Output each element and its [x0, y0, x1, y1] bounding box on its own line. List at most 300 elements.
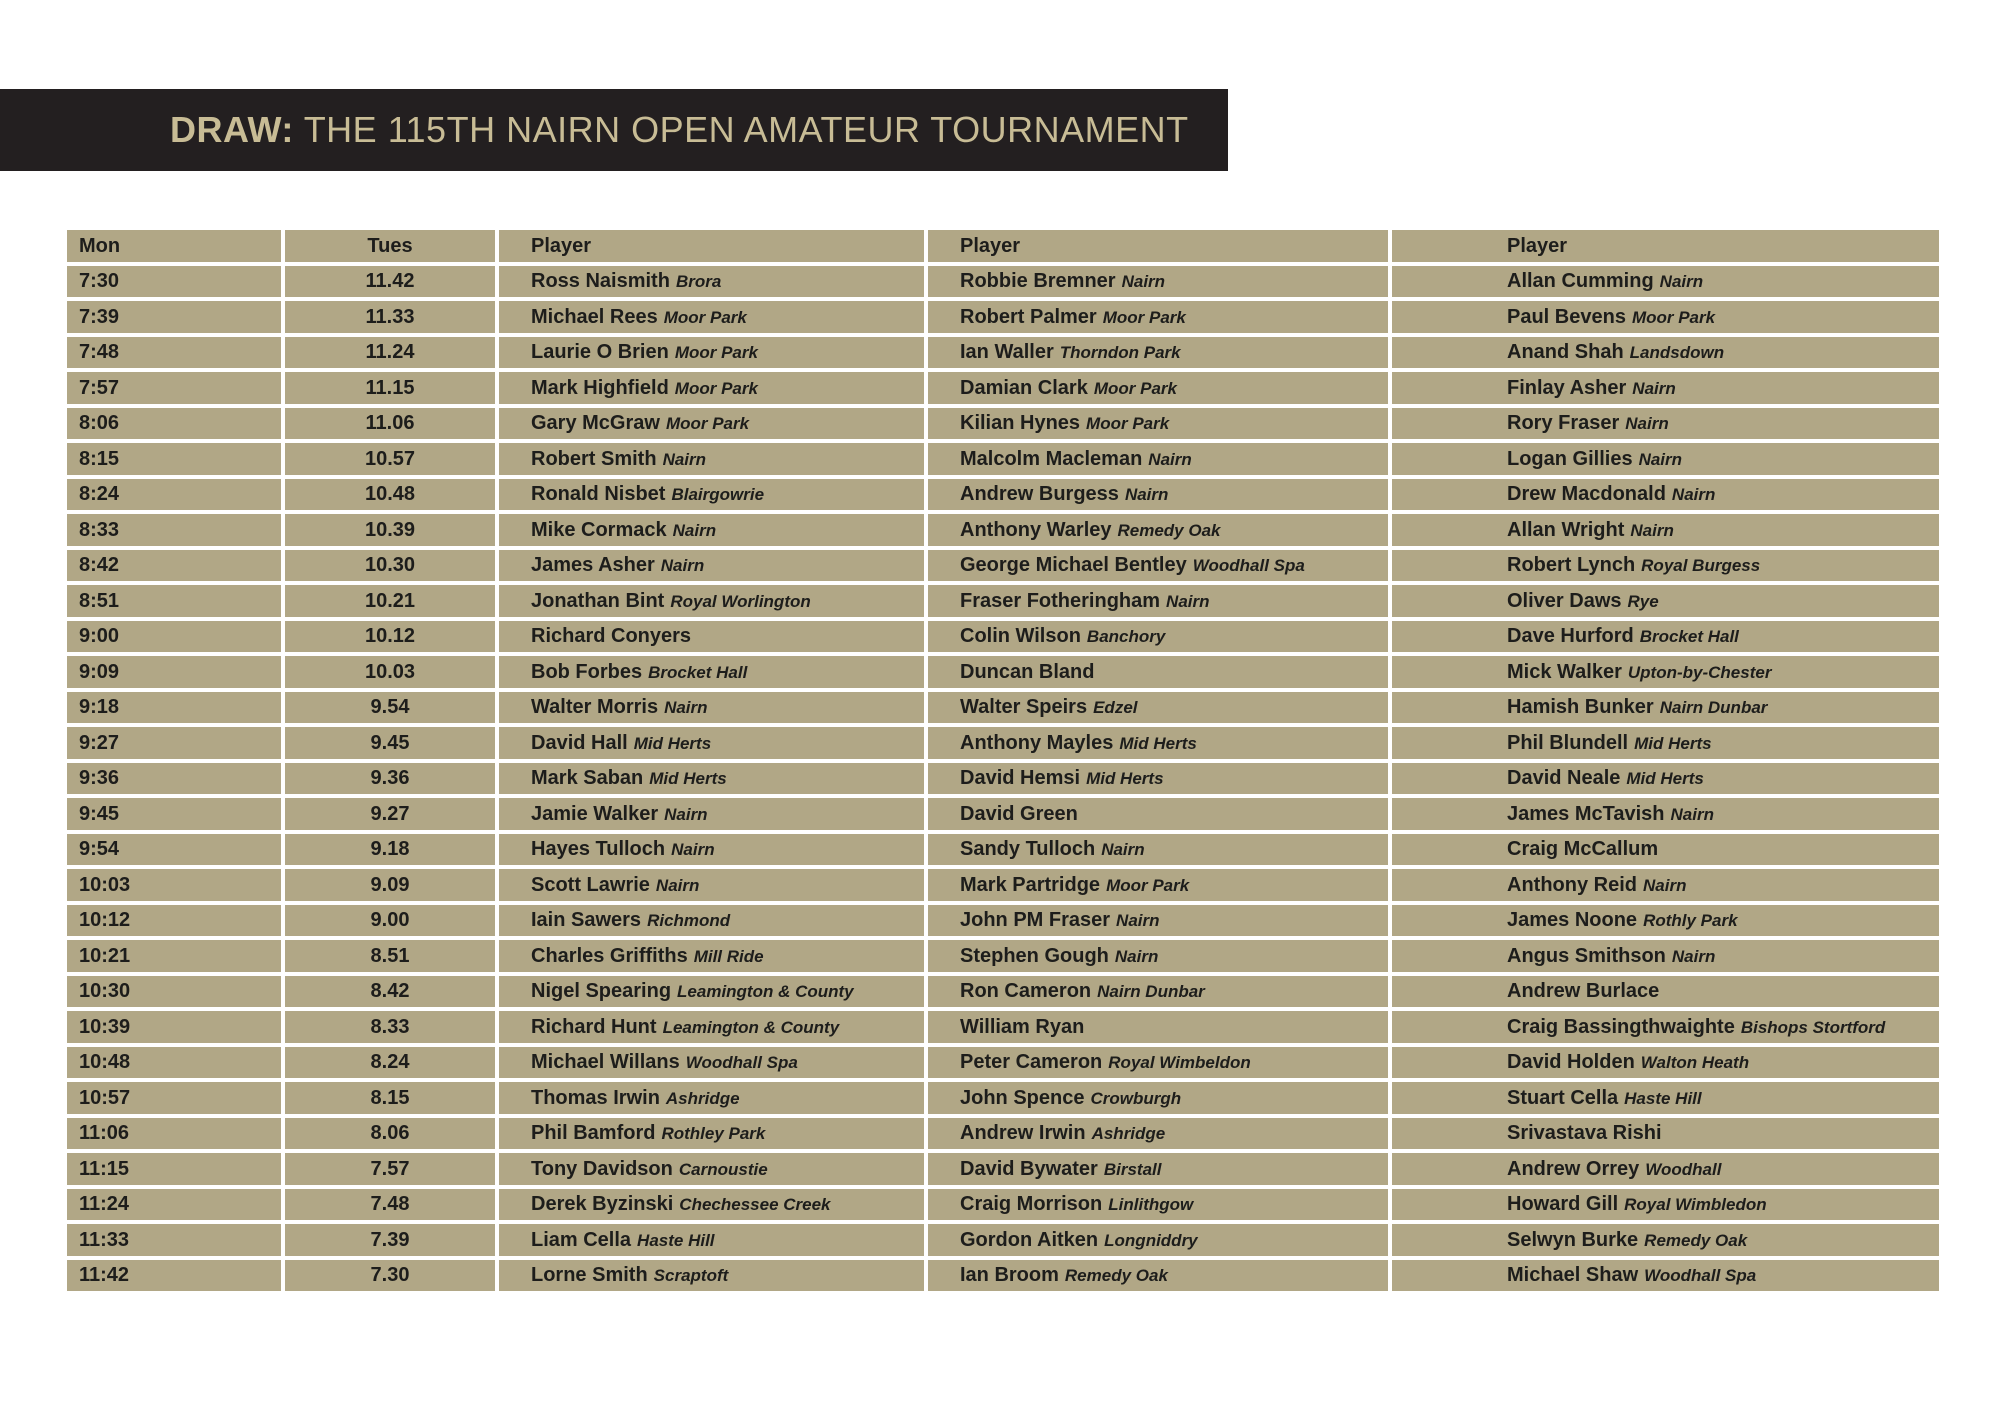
player-name: Angus Smithson	[1507, 944, 1666, 967]
player-club: Moor Park	[663, 307, 747, 327]
table-row	[67, 656, 1939, 688]
player-cell	[928, 869, 1388, 901]
player-club: Linlithgow	[1108, 1195, 1194, 1215]
player-club: Richmond	[647, 911, 731, 931]
mon-time: 7:39	[67, 301, 281, 333]
mon-time: 9:36	[67, 763, 281, 795]
player-cell	[499, 408, 924, 440]
mon-time: 10:39	[67, 1011, 281, 1043]
player-name: Richard Conyers	[531, 625, 692, 648]
player-cell	[928, 408, 1388, 440]
player-cell	[499, 1260, 924, 1292]
mon-time: 10:30	[67, 976, 281, 1008]
tues-time: 10.21	[285, 585, 495, 617]
player-club: Moor Park	[1093, 378, 1177, 398]
player-cell	[1392, 585, 1939, 617]
player-cell	[499, 621, 924, 653]
player-club: Nairn	[1101, 840, 1145, 860]
draw-body	[67, 266, 1939, 1292]
player-cell	[1392, 1189, 1939, 1221]
mon-time: 10:21	[67, 940, 281, 972]
player-cell	[1392, 514, 1939, 546]
player-club: Nairn	[662, 449, 707, 469]
player-name: Craig Bassingthwaighte	[1507, 1015, 1735, 1038]
tues-time: 11.24	[285, 337, 495, 369]
header-tues: Tues	[285, 230, 495, 262]
mon-time: 8:33	[67, 514, 281, 546]
player-club: Nairn	[1625, 414, 1669, 434]
player-cell	[928, 372, 1388, 404]
player-cell	[1392, 301, 1939, 333]
player-name: Bob Forbes	[531, 660, 643, 683]
table-row	[67, 763, 1939, 795]
player-club: Nairn	[1116, 911, 1160, 931]
tues-time: 10.48	[285, 479, 495, 511]
tues-time: 10.57	[285, 443, 495, 475]
tues-time: 10.12	[285, 621, 495, 653]
table-row	[67, 976, 1939, 1008]
header-row	[67, 230, 1939, 262]
player-cell	[499, 1011, 924, 1043]
player-cell	[499, 266, 924, 298]
player-name: Jonathan Bint	[531, 589, 665, 612]
player-cell	[1392, 1011, 1939, 1043]
player-club: Edzel	[1093, 698, 1138, 718]
mon-time: 8:24	[67, 479, 281, 511]
table-row	[67, 585, 1939, 617]
player-cell	[1392, 727, 1939, 759]
table-row	[67, 479, 1939, 511]
player-name: Duncan Bland	[960, 660, 1095, 683]
player-cell	[499, 905, 924, 937]
tues-time: 8.42	[285, 976, 495, 1008]
player-club: Nairn	[1643, 875, 1687, 895]
tues-time: 9.54	[285, 692, 495, 724]
player-cell	[1392, 940, 1939, 972]
header-player-3: Player	[1392, 230, 1939, 262]
player-name: Andrew Orrey	[1507, 1157, 1640, 1180]
player-cell	[499, 869, 924, 901]
player-club: Nairn	[664, 698, 708, 718]
player-cell	[1392, 656, 1939, 688]
player-name: David Bywater	[960, 1157, 1098, 1180]
player-name: Walter Morris	[531, 696, 659, 719]
player-name: Ian Broom	[960, 1264, 1059, 1287]
tues-time: 7.39	[285, 1224, 495, 1256]
tues-time: 8.33	[285, 1011, 495, 1043]
player-club: Nairn	[1670, 804, 1714, 824]
table-row	[67, 1118, 1939, 1150]
player-cell	[1392, 443, 1939, 475]
mon-time: 9:54	[67, 834, 281, 866]
player-name: Gordon Aitken	[960, 1228, 1099, 1251]
mon-time: 11:15	[67, 1153, 281, 1185]
table-row	[67, 1082, 1939, 1114]
table-row	[67, 550, 1939, 582]
player-cell	[928, 337, 1388, 369]
player-club: Haste Hill	[637, 1230, 715, 1250]
player-name: Andrew Burlace	[1507, 980, 1660, 1003]
tues-time: 8.51	[285, 940, 495, 972]
player-club: Crowburgh	[1090, 1088, 1182, 1108]
player-name: Mark Partridge	[960, 873, 1101, 896]
player-name: Malcolm Macleman	[960, 447, 1143, 470]
tues-time: 11.15	[285, 372, 495, 404]
tues-time: 11.33	[285, 301, 495, 333]
player-club: Bishops Stortford	[1740, 1017, 1886, 1037]
player-cell	[1392, 692, 1939, 724]
player-club: Moor Park	[674, 343, 758, 363]
player-name: Robert Palmer	[960, 305, 1097, 328]
player-name: Allan Cumming	[1507, 270, 1654, 293]
player-name: Gary McGraw	[531, 412, 660, 435]
player-club: Nairn	[1671, 946, 1716, 966]
player-name: Michael Willans	[531, 1051, 680, 1074]
player-name: David Hall	[531, 731, 628, 754]
mon-time: 11:24	[67, 1189, 281, 1221]
player-club: Brocket Hall	[648, 662, 748, 682]
mon-time: 9:09	[67, 656, 281, 688]
draw-table	[63, 226, 1943, 1295]
player-club: Banchory	[1086, 627, 1166, 647]
player-name: Lorne Smith	[531, 1264, 648, 1287]
player-name: Fraser Fotheringham	[960, 589, 1161, 612]
header-player-2: Player	[928, 230, 1388, 262]
player-cell	[499, 337, 924, 369]
header-mon: Mon	[67, 230, 281, 262]
title-lead: DRAW:	[170, 109, 294, 150]
table-row	[67, 727, 1939, 759]
player-club: Mid Herts	[1119, 733, 1197, 753]
table-row	[67, 1260, 1939, 1292]
tues-time: 7.30	[285, 1260, 495, 1292]
tues-time: 7.48	[285, 1189, 495, 1221]
player-club: Longniddry	[1104, 1230, 1198, 1250]
tues-time: 8.24	[285, 1047, 495, 1079]
player-name: Craig Morrison	[960, 1193, 1103, 1216]
player-name: Phil Bamford	[531, 1122, 656, 1145]
player-name: Anthony Reid	[1507, 873, 1637, 896]
player-cell	[928, 692, 1388, 724]
player-club: Leamington & County	[677, 982, 854, 1002]
player-cell	[1392, 763, 1939, 795]
player-club: Mill Ride	[693, 946, 764, 966]
table-row	[67, 1011, 1939, 1043]
player-cell	[1392, 1153, 1939, 1185]
player-name: Charles Griffiths	[531, 944, 688, 967]
tues-time: 10.39	[285, 514, 495, 546]
mon-time: 8:51	[67, 585, 281, 617]
player-name: Phil Blundell	[1507, 731, 1629, 754]
header-player-1: Player	[499, 230, 924, 262]
tues-time: 11.06	[285, 408, 495, 440]
player-cell	[928, 1260, 1388, 1292]
player-name: Anthony Mayles	[960, 731, 1114, 754]
player-club: Mid Herts	[1086, 769, 1164, 789]
player-name: Jamie Walker	[531, 802, 659, 825]
table-row	[67, 621, 1939, 653]
player-cell	[928, 550, 1388, 582]
player-name: James McTavish	[1507, 802, 1665, 825]
player-cell	[499, 692, 924, 724]
player-name: Stephen Gough	[960, 944, 1109, 967]
player-cell	[499, 479, 924, 511]
mon-time: 11:33	[67, 1224, 281, 1256]
mon-time: 8:42	[67, 550, 281, 582]
player-name: Damian Clark	[960, 376, 1088, 399]
player-name: Derek Byzinski	[531, 1193, 674, 1216]
player-name: Sandy Tulloch	[960, 838, 1096, 861]
player-cell	[928, 1224, 1388, 1256]
player-cell	[1392, 798, 1939, 830]
player-club: Nairn	[1114, 946, 1159, 966]
player-club: Moor Park	[1631, 307, 1716, 327]
player-name: Ronald Nisbet	[531, 483, 666, 506]
table-row	[67, 266, 1939, 298]
player-club: Moor Park	[1106, 875, 1190, 895]
player-cell	[1392, 621, 1939, 653]
table-row	[67, 1047, 1939, 1079]
player-name: Colin Wilson	[960, 625, 1081, 648]
player-club: Woodhall Spa	[1644, 1266, 1757, 1286]
tues-time: 9.36	[285, 763, 495, 795]
mon-time: 8:06	[67, 408, 281, 440]
player-club: Nairn Dunbar	[1097, 982, 1205, 1002]
player-club: Nairn	[660, 556, 705, 576]
player-cell	[928, 1189, 1388, 1221]
player-name: Scott Lawrie	[531, 873, 650, 896]
title-banner	[0, 89, 1228, 171]
mon-time: 7:57	[67, 372, 281, 404]
mon-time: 9:00	[67, 621, 281, 653]
player-cell	[928, 1118, 1388, 1150]
player-cell	[928, 798, 1388, 830]
tues-time: 8.06	[285, 1118, 495, 1150]
player-cell	[499, 1082, 924, 1114]
player-name: Paul Bevens	[1507, 305, 1626, 328]
player-club: Nairn	[1638, 449, 1683, 469]
player-name: Mike Cormack	[531, 518, 667, 541]
player-cell	[1392, 408, 1939, 440]
player-name: Srivastava Rishi	[1507, 1122, 1662, 1145]
player-name: James Asher	[531, 554, 655, 577]
table-row	[67, 1153, 1939, 1185]
player-cell	[499, 656, 924, 688]
player-name: Mark Saban	[531, 767, 644, 790]
player-club: Nairn	[1124, 485, 1169, 505]
player-cell	[928, 905, 1388, 937]
title-text: THE 115TH NAIRN OPEN AMATEUR TOURNAMENT	[303, 109, 1189, 150]
player-name: Mick Walker	[1507, 660, 1622, 683]
player-club: Nairn	[672, 520, 717, 540]
player-cell	[928, 727, 1388, 759]
player-name: Drew Macdonald	[1507, 483, 1666, 506]
player-cell	[1392, 1224, 1939, 1256]
player-club: Brora	[675, 272, 722, 292]
player-cell	[928, 301, 1388, 333]
player-name: Oliver Daws	[1507, 589, 1622, 612]
player-club: Nairn	[1671, 485, 1716, 505]
player-club: Mid Herts	[1634, 733, 1712, 753]
player-cell	[499, 443, 924, 475]
player-club: Mid Herts	[649, 769, 727, 789]
player-club: Mid Herts	[633, 733, 712, 753]
player-club: Rye	[1627, 591, 1659, 611]
mon-time: 9:45	[67, 798, 281, 830]
tues-time: 9.09	[285, 869, 495, 901]
player-club: Haste Hill	[1624, 1088, 1702, 1108]
player-name: Tony Davidson	[531, 1157, 673, 1180]
player-club: Nairn	[1148, 449, 1192, 469]
player-club: Royal Wimbledon	[1624, 1195, 1767, 1215]
player-cell	[1392, 1047, 1939, 1079]
player-cell	[928, 976, 1388, 1008]
player-name: Michael Rees	[531, 305, 658, 328]
player-name: Iain Sawers	[531, 909, 642, 932]
player-cell	[928, 443, 1388, 475]
table-row	[67, 798, 1939, 830]
player-cell	[499, 301, 924, 333]
player-cell	[928, 763, 1388, 795]
player-name: Andrew Irwin	[960, 1122, 1086, 1145]
mon-time: 10:03	[67, 869, 281, 901]
player-cell	[928, 1011, 1388, 1043]
player-name: Michael Shaw	[1507, 1264, 1639, 1287]
player-name: Ross Naismith	[531, 270, 670, 293]
player-cell	[1392, 834, 1939, 866]
player-name: John PM Fraser	[960, 909, 1111, 932]
player-club: Royal Worlington	[670, 591, 811, 611]
player-cell	[928, 1153, 1388, 1185]
player-club: Woodhall Spa	[1192, 556, 1305, 576]
player-club: Landsdown	[1629, 343, 1725, 363]
player-name: Anand Shah	[1507, 341, 1624, 364]
player-name: David Hemsi	[960, 767, 1081, 790]
player-club: Nairn	[1166, 591, 1210, 611]
player-club: Mid Herts	[1626, 769, 1704, 789]
player-club: Blairgowrie	[671, 485, 765, 505]
player-club: Royal Burgess	[1641, 556, 1761, 576]
player-name: Mark Highfield	[531, 376, 669, 399]
player-cell	[499, 798, 924, 830]
player-cell	[1392, 372, 1939, 404]
player-club: Nairn	[671, 840, 715, 860]
player-name: David Holden	[1507, 1051, 1635, 1074]
player-name: Kilian Hynes	[960, 412, 1081, 435]
player-cell	[499, 1224, 924, 1256]
mon-time: 11:06	[67, 1118, 281, 1150]
player-club: Walton Heath	[1640, 1053, 1750, 1073]
player-club: Birstall	[1103, 1159, 1162, 1179]
player-name: Laurie O Brien	[531, 341, 669, 364]
player-cell	[928, 266, 1388, 298]
player-club: Remedy Oak	[1644, 1230, 1748, 1250]
table-row	[67, 1224, 1939, 1256]
player-cell	[499, 1047, 924, 1079]
player-club: Upton-by-Chester	[1627, 662, 1772, 682]
player-cell	[499, 940, 924, 972]
player-club: Nairn	[1121, 272, 1166, 292]
player-name: David Green	[960, 802, 1078, 825]
player-club: Moor Park	[1102, 307, 1186, 327]
player-club: Rothly Park	[1643, 911, 1738, 931]
player-cell	[928, 585, 1388, 617]
player-club: Chechessee Creek	[679, 1195, 831, 1215]
player-name: Rory Fraser	[1507, 412, 1620, 435]
player-club: Rothley Park	[661, 1124, 766, 1144]
player-cell	[1392, 337, 1939, 369]
player-name: Anthony Warley	[960, 518, 1112, 541]
player-club: Leamington & County	[662, 1017, 840, 1037]
player-cell	[928, 479, 1388, 511]
tues-time: 11.42	[285, 266, 495, 298]
player-name: Hayes Tulloch	[531, 838, 666, 861]
tues-time: 9.18	[285, 834, 495, 866]
page-title	[170, 109, 1189, 151]
player-club: Moor Park	[665, 414, 750, 434]
player-club: Moor Park	[674, 378, 758, 398]
player-club: Ashridge	[665, 1088, 740, 1108]
player-cell	[1392, 1118, 1939, 1150]
player-cell	[1392, 1260, 1939, 1292]
table-row	[67, 408, 1939, 440]
player-club: Scraptoft	[653, 1266, 729, 1286]
player-name: Walter Speirs	[960, 696, 1088, 719]
player-club: Brocket Hall	[1639, 627, 1739, 647]
player-club: Nairn	[1630, 520, 1674, 540]
player-name: Ian Waller	[960, 341, 1054, 364]
table-row	[67, 372, 1939, 404]
player-cell	[1392, 869, 1939, 901]
tues-time: 10.30	[285, 550, 495, 582]
player-cell	[928, 940, 1388, 972]
mon-time: 9:27	[67, 727, 281, 759]
player-name: Selwyn Burke	[1507, 1228, 1639, 1251]
player-name: Robbie Bremner	[960, 270, 1116, 293]
tues-time: 10.03	[285, 656, 495, 688]
player-name: Ron Cameron	[960, 980, 1092, 1003]
player-club: Nairn	[1659, 272, 1704, 292]
player-club: Carnoustie	[678, 1159, 768, 1179]
player-name: John Spence	[960, 1086, 1085, 1109]
player-name: Hamish Bunker	[1507, 696, 1654, 719]
player-name: Andrew Burgess	[960, 483, 1119, 506]
player-name: Robert Smith	[531, 447, 657, 470]
mon-time: 10:57	[67, 1082, 281, 1114]
player-cell	[928, 834, 1388, 866]
player-name: Logan Gillies	[1507, 447, 1633, 470]
player-name: George Michael Bentley	[960, 554, 1187, 577]
player-club: Remedy Oak	[1064, 1266, 1168, 1286]
mon-time: 10:12	[67, 905, 281, 937]
player-club: Remedy Oak	[1117, 520, 1221, 540]
player-cell	[499, 585, 924, 617]
player-cell	[499, 1189, 924, 1221]
table-row	[67, 337, 1939, 369]
player-cell	[1392, 266, 1939, 298]
player-name: Howard Gill	[1507, 1193, 1619, 1216]
player-cell	[928, 514, 1388, 546]
player-cell	[1392, 550, 1939, 582]
player-cell	[499, 727, 924, 759]
player-cell	[928, 656, 1388, 688]
player-cell	[499, 372, 924, 404]
player-cell	[928, 621, 1388, 653]
player-cell	[1392, 905, 1939, 937]
table-row	[67, 869, 1939, 901]
table-row	[67, 301, 1939, 333]
player-name: James Noone	[1507, 909, 1638, 932]
